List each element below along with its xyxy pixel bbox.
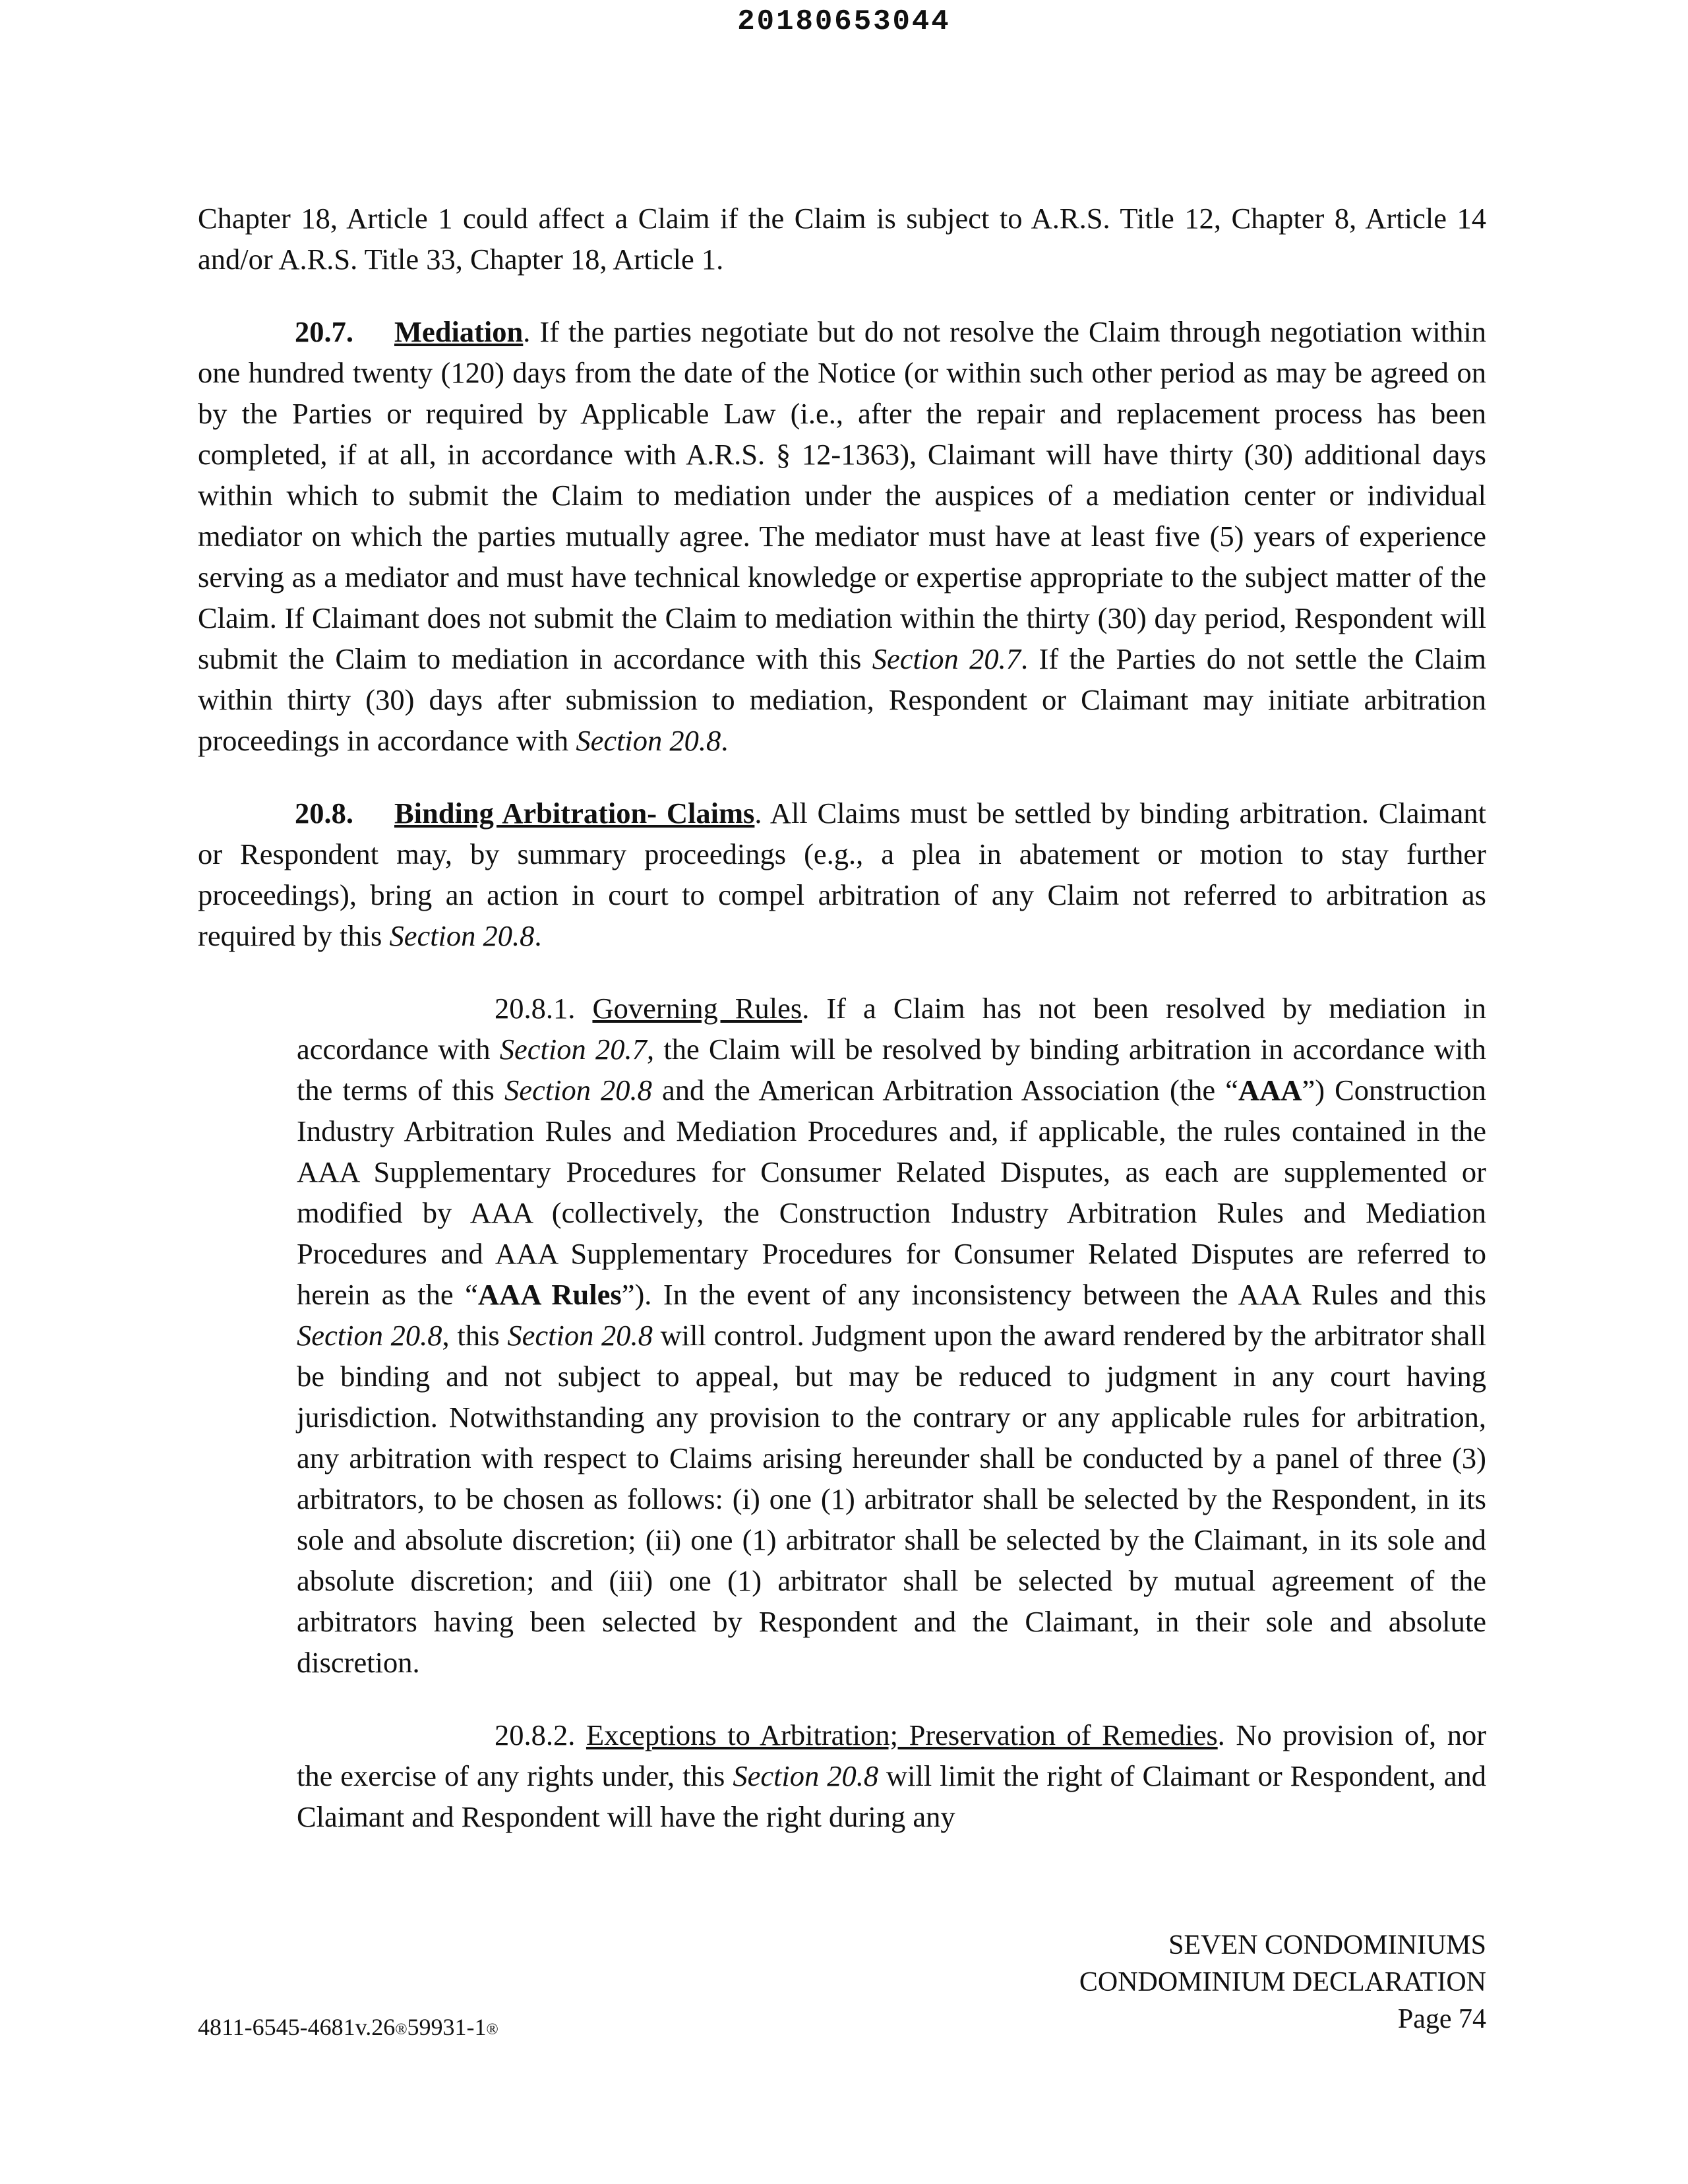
- document-body: [198, 198, 1486, 1837]
- section-text: . If a Claim has not been resolved by mediation in accordance with: [297, 992, 1487, 1066]
- doc-id-mark: ®: [486, 2021, 498, 2038]
- section-reference: Section 20.8: [504, 1074, 652, 1107]
- section-text: will limit the right of Claimant or Respondent, and Claimant and Respondent will have the right during any: [297, 1759, 1486, 1833]
- section-20-7: 20.7. Mediation. If the parties negotiate but do not resolve the Claim through negotiation within one hundred twenty (120) days from the date of the Notice (or within such other period as may be agreed on by the Parties or required by Applicable Law (i.e., after the repair and replacement process has been completed, if at all, in accordance with A.R.S. § 12-1363), Claimant will have thirty (30) additional days within which to submit the Claim to mediation under the auspices of a mediation center or individual mediator on which the parties mutually agree. The mediator must have at least five (5) years of experience serving as a mediator and must have technical knowledge or expertise appropriate to the subject matter of the Claim. If Claimant does not submit the Claim to mediation within the thirty (30) day period, Respondent will submit the Claim to mediation in accordance with this Section 20.7. If the Parties do not settle the Claim within thirty (30) days after submission to mediation, Respondent or Claimant may initiate arbitration proceedings in accordance with Section 20.8.: [198, 311, 1486, 761]
- section-reference: Section 20.8: [389, 919, 535, 952]
- doc-id-part: 59931-1: [407, 2014, 487, 2040]
- section-reference: Section 20.8: [576, 724, 721, 757]
- section-20-8-2: [297, 1714, 1486, 1837]
- continuation-paragraph: Chapter 18, Article 1 could affect a Claim if the Claim is subject to A.R.S. Title 12, Chapter 8, Article 14 and/or A.R.S. Title 33, Chapter 18, Article 1.: [198, 202, 1486, 276]
- doc-id-mark: ®: [395, 2021, 407, 2038]
- section-text: . All Claims must be settled by binding arbitration. Claimant or Respondent may, by summary proceedings (e.g., a plea in abatement or motion to stay further proceedings), bring an action in court to compel arbitration of any Claim not referred to arbitration as required by this: [198, 797, 1486, 952]
- section-text: .: [721, 724, 729, 757]
- section-text: . If the Parties do not settle the Claim within thirty (30) days after submission to mediation, Respondent or Claimant may initiate arbitration proceedings in accordance with: [198, 642, 1487, 757]
- section-reference: Section 20.7: [499, 1033, 647, 1066]
- section-number: 20.8.: [295, 797, 353, 830]
- section-text: will control. Judgment upon the award rendered by the arbitrator shall be binding and not subject to appeal, but may be reduced to judgment in any court having jurisdiction. Notwithstanding any provision to the contrary or any applicable rules for arbitration, any arbitration with respect to Claims arising hereunder shall be conducted by a panel of three (3) arbitrators, to be chosen as follows: (i) one (1) arbitrator shall be selected by the Respondent, in its sole and absolute discretion; (ii) one (1) arbitrator shall be selected by the Claimant, in its sole and absolute discretion; and (iii) one (1) arbitrator shall be selected by mutual agreement of the arbitrators having been selected by Respondent and the Claimant, in their sole and absolute discretion.: [297, 1319, 1487, 1679]
- page-number: Page 74: [1397, 2004, 1486, 2034]
- section-reference: Section 20.7: [872, 642, 1021, 675]
- section-text: . No provision of, nor the exercise of any rights under, this: [297, 1718, 1487, 1792]
- section-reference: Section 20.8: [297, 1319, 442, 1352]
- section-text: If the parties negotiate but do not resolve the Claim through negotiation within one hundred twenty (120) days from the date of the Notice (or within such other period as may be agreed on by the Parties or required by Applicable Law (i.e., after the repair and replacement process has been completed, if at all, in accordance with A.R.S. § 12-1363), Claimant will have thirty (30) additional days within which to submit the Claim to mediation under the auspices of a mediation center or individual mediator on which the parties mutually agree. The mediator must have at least five (5) years of experience serving as a mediator and must have technical knowledge or expertise appropriate to the subject matter of the Claim. If Claimant does not submit the Claim to mediation within the thirty (30) day period, Respondent will submit the Claim to mediation in accordance with this: [198, 315, 1487, 675]
- section-reference: Section 20.8: [733, 1759, 879, 1792]
- footer-subtitle: CONDOMINIUM DECLARATION: [1079, 1967, 1486, 1997]
- section-text: and the American Arbitration Association (the “: [662, 1074, 1239, 1107]
- defined-term: AAA: [1238, 1074, 1302, 1107]
- section-reference: Section 20.8: [507, 1319, 653, 1352]
- section-text: ”). In the event of any inconsistency between the AAA Rules and this: [621, 1278, 1486, 1311]
- section-heading: Binding Arbitration- Claims: [394, 797, 755, 830]
- section-20-8-1: [297, 988, 1486, 1683]
- subsection-number: 20.8.2.: [495, 1718, 576, 1751]
- subsection-heading: Governing Rules: [592, 992, 802, 1025]
- section-text: ”) Construction Industry Arbitration Rules and Mediation Procedures and, if applicable, the rules contained in the AAA Supplementary Procedures for Consumer Related Disputes, as each are supplemented or modified by AAA (collectively, the Construction Industry Arbitration Rules and Mediation Procedures and AAA Supplementary Procedures for Consumer Related Disputes are referred to herein as the “: [297, 1074, 1487, 1311]
- section-text: , the Claim will be resolved by binding arbitration in accordance with the terms of this: [297, 1033, 1486, 1107]
- section-heading: Mediation: [394, 315, 524, 348]
- document-id: [198, 2013, 498, 2044]
- recording-number: 20180653044: [737, 5, 951, 38]
- section-text: .: [534, 919, 542, 952]
- footer-title: SEVEN CONDOMINIUMS: [1168, 1930, 1486, 1960]
- section-text: , this: [442, 1319, 500, 1352]
- section-number: 20.7.: [295, 315, 353, 348]
- section-20-8: [198, 793, 1486, 956]
- page-footer: [1079, 1927, 1486, 2038]
- subsection-heading: Exceptions to Arbitration; Preservation of Remedies: [586, 1718, 1218, 1751]
- defined-term: AAA Rules: [477, 1278, 622, 1311]
- subsection-number: 20.8.1.: [495, 992, 576, 1025]
- doc-id-part: 4811-6545-4681v.26: [198, 2014, 396, 2040]
